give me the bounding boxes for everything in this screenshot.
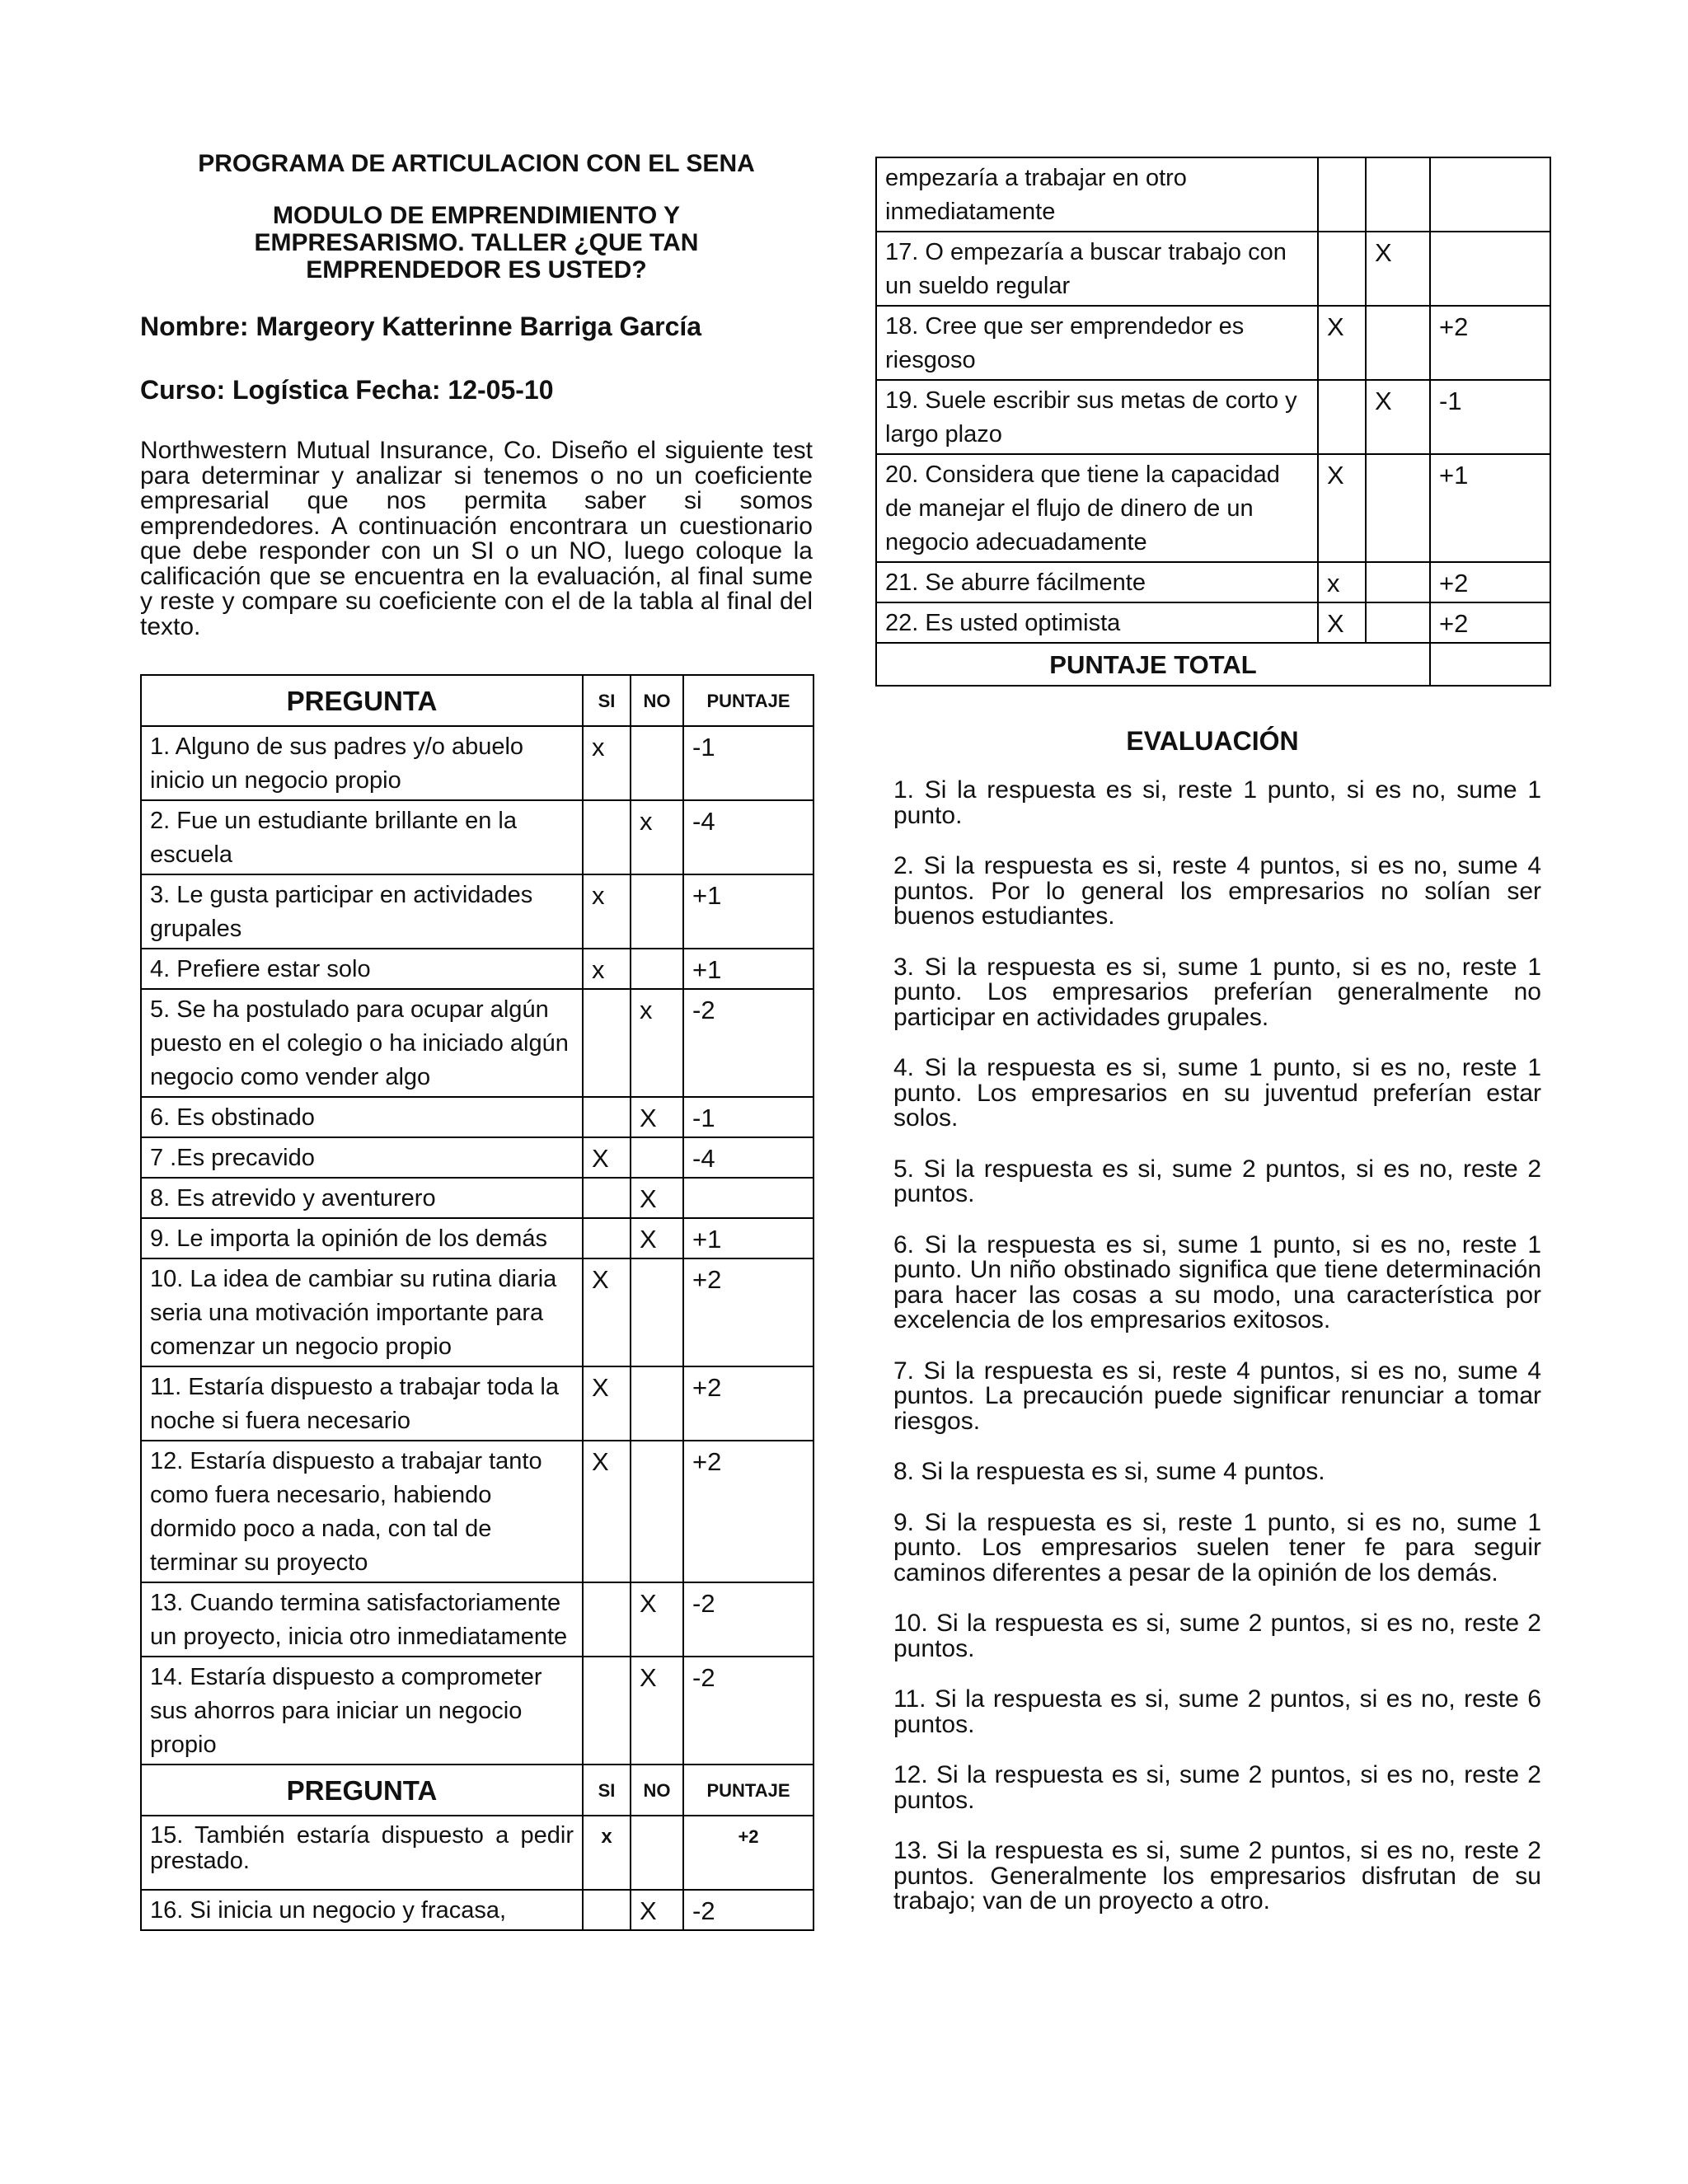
score-value: -1 [683,726,814,800]
score-value: +2 [683,1258,814,1366]
answer-no [1366,306,1430,380]
question-text: 2. Fue un estudiante brillante en la escuela [141,800,583,874]
question-text: 6. Es obstinado [141,1097,583,1137]
table-row [141,1890,814,1930]
questions-table-left [140,674,814,1931]
table-row [141,949,814,989]
answer-si [583,1097,631,1137]
score-value: -2 [683,1657,814,1765]
question-text: empezaría a trabajar en otro inmediatamente [876,157,1318,232]
answer-si: X [1318,602,1366,643]
questions-left-body [141,726,814,1765]
question-text: 22. Es usted optimista [876,602,1318,643]
question-text: 13. Cuando termina satisfactoriamente un proyecto, inicia otro inmediatamente [141,1582,583,1657]
table-row [141,1218,814,1258]
score-value [1430,157,1550,232]
question-text: 10. La idea de cambiar su rutina diaria seria una motivación importante para comenzar un negocio propio [141,1258,583,1366]
header-score: PUNTAJE [683,675,814,726]
evaluation-item: 3. Si la respuesta es si, sume 1 punto, si es no, reste 1 punto. Los empresarios preferían generalmente no participar en actividades grupales. [893,953,1541,1031]
answer-no [1366,454,1430,562]
answer-si [1318,157,1366,232]
evaluation-item: 8. Si la respuesta es si, sume 4 puntos. [893,1458,1325,1485]
answer-no: x [631,989,683,1097]
score-value: +1 [1430,454,1550,562]
answer-no: X [631,1097,683,1137]
score-value: +2 [683,1441,814,1582]
evaluation-item: 6. Si la respuesta es si, sume 1 punto, si es no, reste 1 punto. Un niño obstinado significa que tiene determinación para hacer las cosas a su modo, una característica por excelencia de los empresarios exitosos. [893,1230,1541,1333]
header-si: SI [583,1765,631,1816]
table-row [141,726,814,800]
table-row [876,454,1550,562]
header-question: PREGUNTA [141,675,583,726]
right-column [875,157,1550,1940]
header-no: NO [631,675,683,726]
score-value: -1 [1430,380,1550,454]
answer-no [1366,157,1430,232]
table-row [141,1816,814,1890]
question-text: 21. Se aburre fácilmente [876,562,1318,602]
question-text: 15. También estaría dispuesto a pedir prestado. [141,1816,583,1890]
evaluation-item: 13. Si la respuesta es si, sume 2 puntos, si es no, reste 2 puntos. Generalmente los empresarios disfrutan de su trabajo; van de un proyecto a otro. [893,1837,1541,1915]
answer-si [1318,380,1366,454]
question-text: 17. O empezaría a buscar trabajo con un sueldo regular [876,232,1318,306]
table-row [141,1366,814,1441]
table-row [141,1441,814,1582]
evaluation-item: 4. Si la respuesta es si, sume 1 punto, si es no, reste 1 punto. Los empresarios en su juventud preferían estar solos. [893,1054,1541,1132]
evaluation-item: 2. Si la respuesta es si, reste 4 puntos, si es no, sume 4 puntos. Por lo general los empresarios no solían ser buenos estudiantes. [893,852,1541,930]
answer-no [631,1441,683,1582]
question-text: 20. Considera que tiene la capacidad de manejar el flujo de dinero de un negocio adecuadamente [876,454,1318,562]
score-value: +2 [1430,306,1550,380]
score-value: +1 [683,1218,814,1258]
answer-si: X [583,1258,631,1366]
answer-si: x [583,726,631,800]
questions-table-right [875,157,1551,687]
answer-si [583,1657,631,1765]
score-value: +1 [683,949,814,989]
answer-si [583,1178,631,1218]
table-row [141,1097,814,1137]
answer-si [583,989,631,1097]
program-title: PROGRAMA DE ARTICULACION CON EL SENA [198,150,755,177]
evaluation-item: 1. Si la respuesta es si, reste 1 punto, si es no, sume 1 punto. [893,776,1541,829]
answer-no [1366,602,1430,643]
question-text: 9. Le importa la opinión de los demás [141,1218,583,1258]
answer-no: x [631,800,683,874]
answer-no: X [631,1582,683,1657]
answer-no: X [631,1890,683,1930]
evaluation-title: EVALUACIÓN [1126,726,1299,756]
answer-no: X [631,1657,683,1765]
score-value: +1 [683,874,814,949]
answer-no: X [631,1178,683,1218]
question-text: 19. Suele escribir sus metas de corto y largo plazo [876,380,1318,454]
table-row [141,1258,814,1366]
table-row [141,1178,814,1218]
table-row [876,602,1550,643]
table-row [876,157,1550,232]
total-row [876,643,1550,686]
question-text: 12. Estaría dispuesto a trabajar tanto como fuera necesario, habiendo dormido poco a nada, con tal de terminar su proyecto [141,1441,583,1582]
score-value: -2 [683,1582,814,1657]
module-title: MODULO DE EMPRENDIMIENTO Y EMPRESARISMO. TALLER ¿QUE TAN EMPRENDEDOR ES USTED? [254,202,699,284]
answer-si [583,800,631,874]
answer-no: X [631,1218,683,1258]
evaluation-item: 11. Si la respuesta es si, sume 2 puntos, si es no, reste 6 puntos. [893,1685,1541,1738]
evaluation-item: 5. Si la respuesta es si, sume 2 puntos, si es no, reste 2 puntos. [893,1155,1541,1207]
answer-si [583,1582,631,1657]
score-value: +2 [683,1816,814,1890]
header-si: SI [583,675,631,726]
table-row [141,1137,814,1178]
score-value: -2 [683,1890,814,1930]
question-text: 8. Es atrevido y aventurero [141,1178,583,1218]
answer-si: X [583,1441,631,1582]
score-value: -1 [683,1097,814,1137]
score-value: +2 [1430,562,1550,602]
answer-si: X [1318,454,1366,562]
answer-no [631,726,683,800]
question-text: 18. Cree que ser emprendedor es riesgoso [876,306,1318,380]
table-row [141,1657,814,1765]
answer-no [631,1137,683,1178]
evaluation-item: 10. Si la respuesta es si, sume 2 puntos, si es no, reste 2 puntos. [893,1610,1541,1662]
table-row [141,1582,814,1657]
answer-si: X [1318,306,1366,380]
question-text: 5. Se ha postulado para ocupar algún puesto en el colegio o ha iniciado algún negocio como vender algo [141,989,583,1097]
table-header-row-repeat [141,1765,814,1816]
question-text: 1. Alguno de sus padres y/o abuelo inicio un negocio propio [141,726,583,800]
answer-si: x [583,874,631,949]
table-row [876,380,1550,454]
table-row [876,562,1550,602]
answer-si [583,1218,631,1258]
score-value: -2 [683,989,814,1097]
total-label: PUNTAJE TOTAL [876,643,1430,686]
answer-no [631,1258,683,1366]
answer-no [631,1366,683,1441]
table-header-row [141,675,814,726]
left-column [140,147,813,1931]
answer-si [1318,232,1366,306]
table-row [876,232,1550,306]
answer-no [631,874,683,949]
score-value: -4 [683,800,814,874]
answer-si: x [583,1816,631,1890]
answer-si [583,1890,631,1930]
intro-paragraph: Northwestern Mutual Insurance, Co. Diseño el siguiente test para determinar y analizar si tenemos o no un coeficiente empresarial que nos permita saber si somos emprendedores. A continuación encontrara un cuestionario que debe responder con un SI o un NO, luego coloque la calificación que se encuentra en la evaluación, al final sume y reste y compare su coeficiente con el de la tabla al final del texto. [140,437,813,640]
table-row [876,306,1550,380]
answer-si: x [1318,562,1366,602]
answer-no [631,949,683,989]
answer-no: X [1366,380,1430,454]
table-row [141,874,814,949]
header-score: PUNTAJE [683,1765,814,1816]
score-value: +2 [1430,602,1550,643]
table-row [141,800,814,874]
answer-no [631,1816,683,1890]
course-date: Curso: Logística Fecha: 12-05-10 [140,375,554,405]
answer-no [1366,562,1430,602]
score-value [1430,232,1550,306]
answer-si: X [583,1137,631,1178]
question-text: 14. Estaría dispuesto a comprometer sus ahorros para iniciar un negocio propio [141,1657,583,1765]
question-text: 16. Si inicia un negocio y fracasa, [141,1890,583,1930]
score-value: +2 [683,1366,814,1441]
table-row [141,989,814,1097]
question-text: 11. Estaría dispuesto a trabajar toda la noche si fuera necesario [141,1366,583,1441]
evaluation-item: 9. Si la respuesta es si, reste 1 punto, si es no, sume 1 punto. Los empresarios suelen tener fe para seguir caminos diferentes a pesar de la opinión de los demás. [893,1508,1541,1586]
student-name: Nombre: Margeory Katterinne Barriga García [140,312,702,341]
evaluation-item: 7. Si la respuesta es si, reste 4 puntos, si es no, sume 4 puntos. La precaución puede significar renunciar a tomar riesgos. [893,1357,1541,1435]
score-value [683,1178,814,1218]
header-no: NO [631,1765,683,1816]
question-text: 7 .Es precavido [141,1137,583,1178]
answer-si: X [583,1366,631,1441]
total-value [1430,643,1550,686]
question-text: 4. Prefiere estar solo [141,949,583,989]
score-value: -4 [683,1137,814,1178]
answer-no: X [1366,232,1430,306]
evaluation-list [875,778,1550,1915]
answer-si: x [583,949,631,989]
questions-right-body [876,157,1550,643]
header-question: PREGUNTA [141,1765,583,1816]
evaluation-item: 12. Si la respuesta es si, sume 2 puntos, si es no, reste 2 puntos. [893,1761,1541,1814]
question-text: 3. Le gusta participar en actividades grupales [141,874,583,949]
